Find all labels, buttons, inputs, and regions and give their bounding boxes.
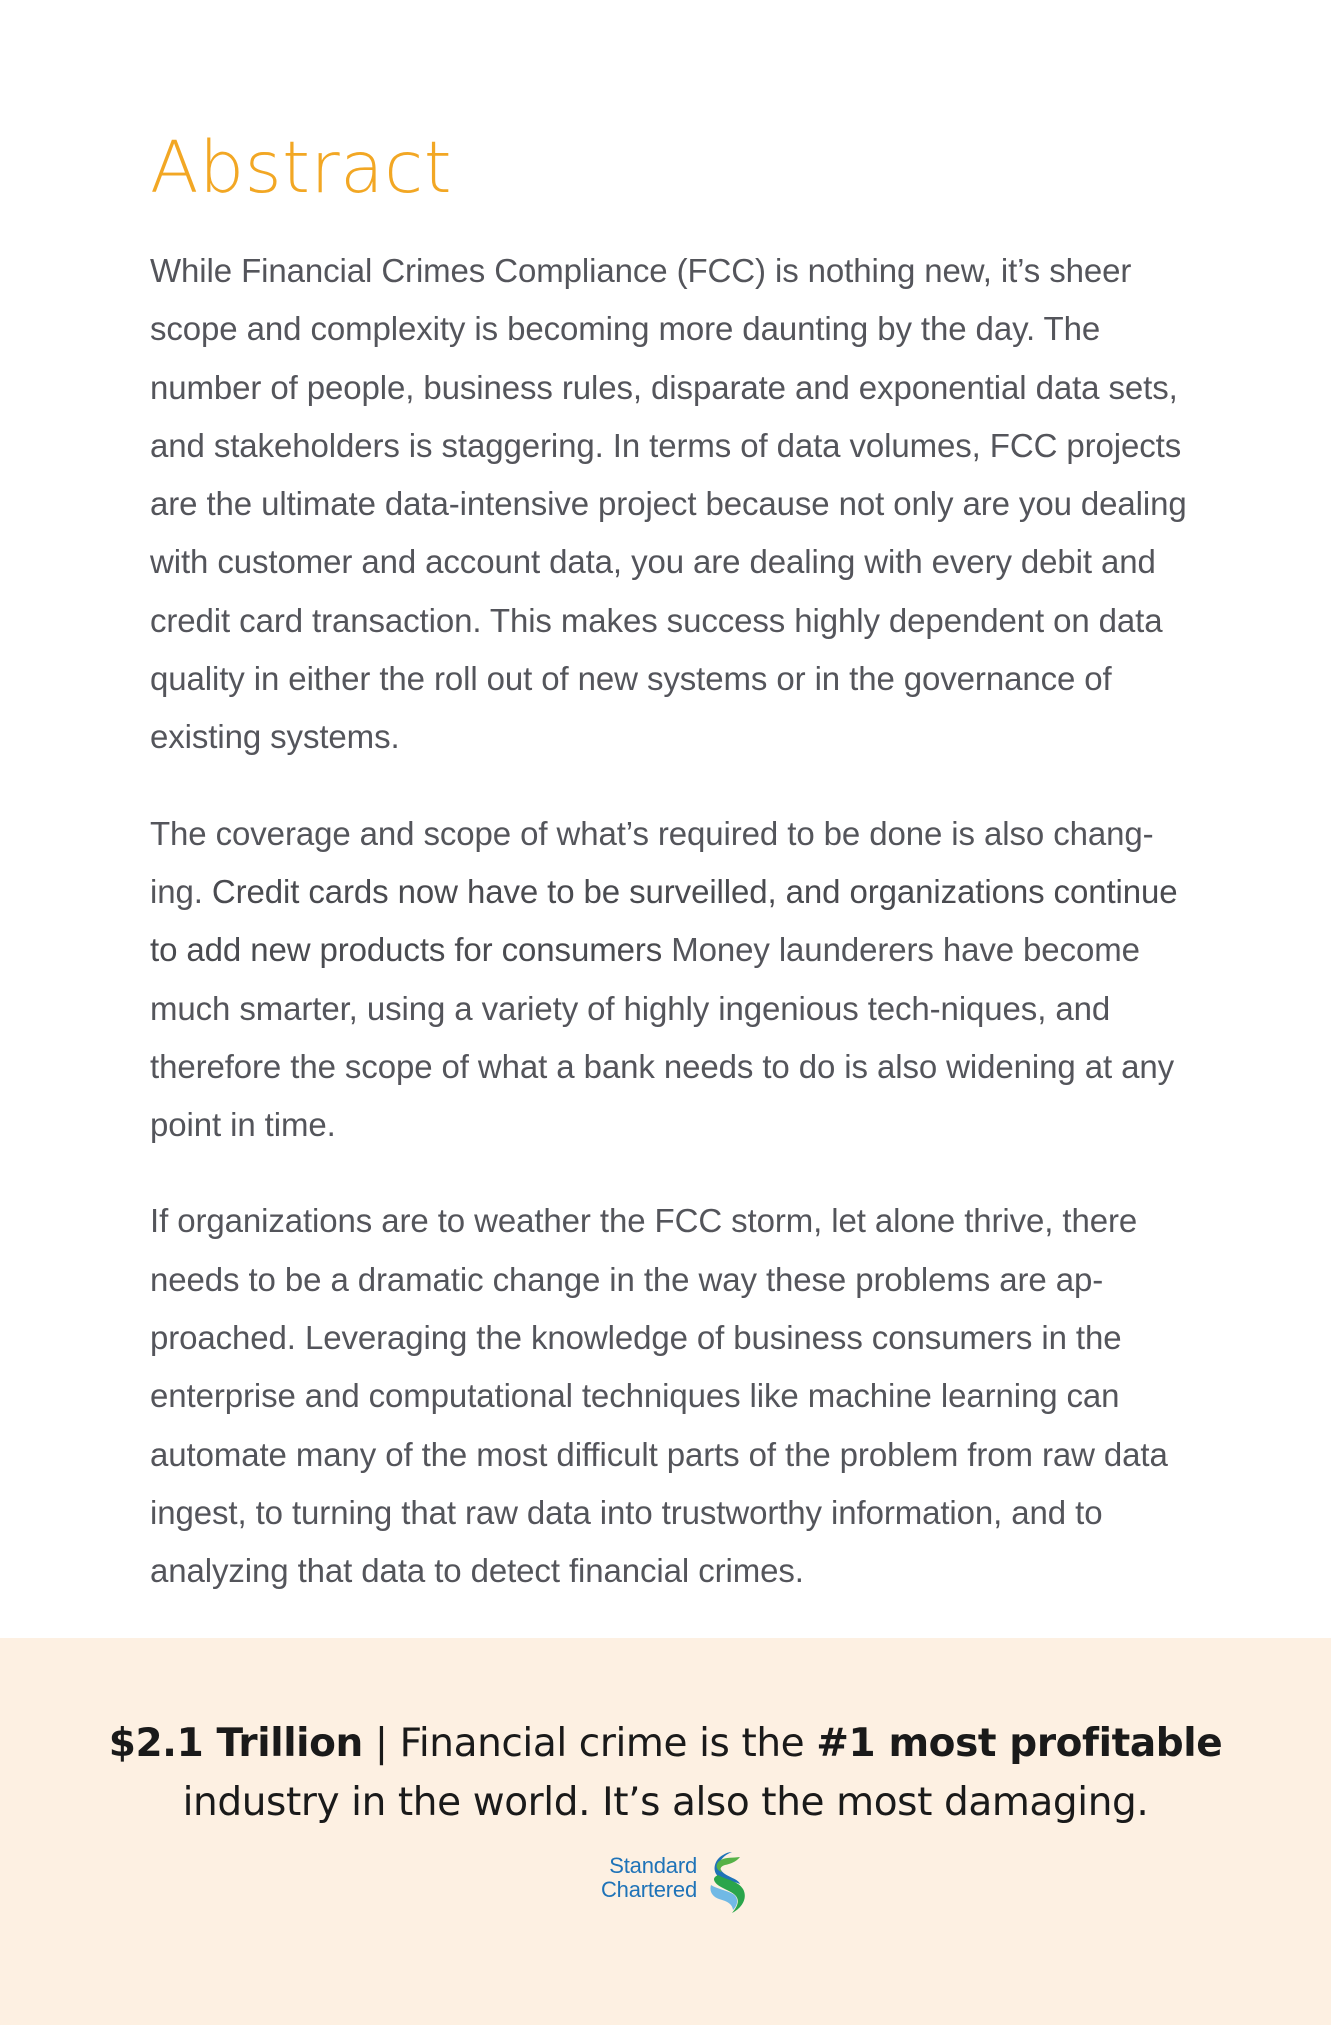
callout-quote — [0, 1714, 1331, 1832]
callout-amount: $2.1 Trillion — [108, 1721, 363, 1766]
abstract-section — [150, 118, 1190, 1601]
abstract-paragraph-3: If organizations are to weather the FCC storm, let alone thrive, there needs to be a dramatic change in the way these problems are ap-proached. Leveraging the knowledge of business consumers in the enterprise and computational techniques like machine learning can automate many of the most difficult parts of the problem from raw data ingest, to turning that raw data into trustworthy information, and to analyzing that data to detect financial crimes. — [150, 1202, 1168, 1590]
abstract-paragraph-1: While Financial Crimes Compliance (FCC) is nothing new, it’s sheer scope and complexity is becoming more daunting by the day. The number of people, business rules, disparate and exponential data sets, and stakeholders is staggering. In terms of data volumes, FCC projects are the ultimate data-intensive project because not only are you dealing with customer and account data, you are dealing with every debit and credit card transaction. This makes success highly dependent on data quality in either the roll out of new systems or in the governance of existing systems. — [150, 252, 1187, 756]
callout-line-2: industry in the world. It’s also the most damaging. — [182, 1780, 1149, 1825]
abstract-paragraph-2 — [150, 805, 1190, 1155]
logo-line-1: Standard — [609, 1853, 697, 1878]
callout-separator: | — [362, 1721, 400, 1766]
paragraph-2-ending: Money launderers have become much smarter, using a variety of highly ingenious tech-niques, and therefore the scope of what a bank needs to do is also widening at any point in time. — [150, 931, 1175, 1144]
abstract-heading: Abstract — [150, 126, 453, 209]
financial-crime-callout — [0, 1638, 1331, 2025]
standard-chartered-ribbon-icon — [704, 1850, 750, 1916]
logo-wordmark — [587, 1854, 697, 1902]
paragraph-2-emphasis: Credit cards now have to be surveilled, and organizations continue to add new products for consumers — [150, 872, 1178, 969]
paragraph-2-intro: The coverage and scope of what’s required to be done is also chang-ing. — [150, 814, 1154, 910]
logo-line-2: Chartered — [600, 1877, 697, 1902]
standard-chartered-logo — [587, 1848, 757, 1918]
callout-line-1 — [0, 1714, 1331, 1773]
callout-emphasis: #1 most profitable — [816, 1721, 1223, 1766]
callout-text-start: Financial crime is the — [399, 1721, 817, 1766]
